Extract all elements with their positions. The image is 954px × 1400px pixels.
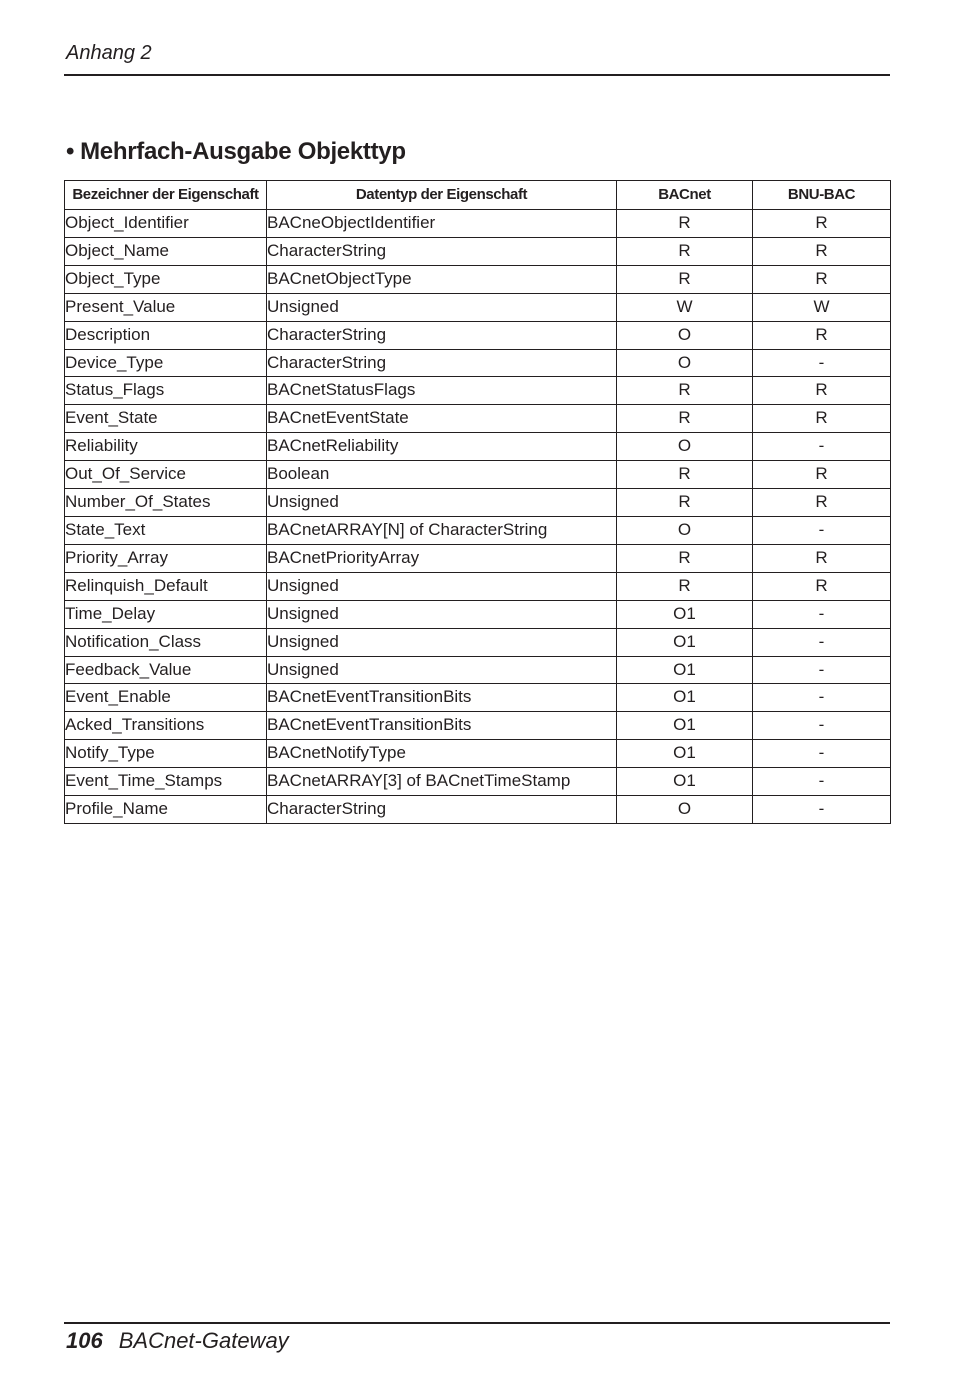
cell-bnu-bac: R bbox=[753, 572, 891, 600]
cell-bnu-bac: - bbox=[753, 349, 891, 377]
cell-property-name: Notification_Class bbox=[65, 628, 267, 656]
cell-bnu-bac: W bbox=[753, 293, 891, 321]
header-bnu-bac: BNU-BAC bbox=[753, 181, 891, 210]
cell-data-type: BACnetARRAY[N] of CharacterString bbox=[267, 516, 617, 544]
cell-data-type: CharacterString bbox=[267, 321, 617, 349]
page-footer bbox=[66, 1328, 289, 1354]
table-row bbox=[65, 489, 891, 517]
section-title bbox=[66, 138, 406, 166]
header-data-type: Datentyp der Eigenschaft bbox=[267, 181, 617, 210]
cell-property-name: Priority_Array bbox=[65, 544, 267, 572]
cell-property-name: Event_Enable bbox=[65, 684, 267, 712]
cell-bnu-bac: R bbox=[753, 544, 891, 572]
cell-bacnet: O1 bbox=[617, 628, 753, 656]
cell-property-name: Present_Value bbox=[65, 293, 267, 321]
cell-property-name: Event_State bbox=[65, 405, 267, 433]
cell-data-type: BACnetNotifyType bbox=[267, 740, 617, 768]
cell-bnu-bac: - bbox=[753, 628, 891, 656]
cell-bnu-bac: - bbox=[753, 656, 891, 684]
table-row bbox=[65, 405, 891, 433]
cell-bnu-bac: - bbox=[753, 600, 891, 628]
cell-data-type: BACnetEventState bbox=[267, 405, 617, 433]
cell-property-name: Acked_Transitions bbox=[65, 712, 267, 740]
table-row bbox=[65, 768, 891, 796]
cell-property-name: Status_Flags bbox=[65, 377, 267, 405]
cell-bacnet: R bbox=[617, 489, 753, 517]
cell-bacnet: W bbox=[617, 293, 753, 321]
table-row bbox=[65, 293, 891, 321]
cell-bacnet: O1 bbox=[617, 768, 753, 796]
cell-bacnet: R bbox=[617, 377, 753, 405]
cell-property-name: Device_Type bbox=[65, 349, 267, 377]
section-title-text: Mehrfach-Ausgabe Objekttyp bbox=[80, 138, 406, 165]
cell-bacnet: O bbox=[617, 349, 753, 377]
cell-data-type: Unsigned bbox=[267, 628, 617, 656]
cell-bnu-bac: R bbox=[753, 405, 891, 433]
table-row bbox=[65, 712, 891, 740]
cell-bnu-bac: - bbox=[753, 712, 891, 740]
header-bacnet: BACnet bbox=[617, 181, 753, 210]
cell-data-type: Unsigned bbox=[267, 572, 617, 600]
table-row bbox=[65, 265, 891, 293]
table-row bbox=[65, 796, 891, 824]
bullet: • bbox=[66, 138, 75, 165]
cell-bnu-bac: - bbox=[753, 433, 891, 461]
cell-bacnet: O bbox=[617, 433, 753, 461]
cell-bacnet: R bbox=[617, 405, 753, 433]
table-row bbox=[65, 349, 891, 377]
cell-data-type: BACnetARRAY[3] of BACnetTimeStamp bbox=[267, 768, 617, 796]
table-row bbox=[65, 544, 891, 572]
cell-bacnet: O1 bbox=[617, 656, 753, 684]
cell-bacnet: O bbox=[617, 516, 753, 544]
table-row bbox=[65, 684, 891, 712]
cell-bnu-bac: - bbox=[753, 684, 891, 712]
cell-bacnet: R bbox=[617, 265, 753, 293]
cell-bacnet: R bbox=[617, 237, 753, 265]
document-title: BACnet-Gateway bbox=[118, 1328, 289, 1353]
cell-data-type: Unsigned bbox=[267, 600, 617, 628]
cell-bacnet: O bbox=[617, 321, 753, 349]
table-row bbox=[65, 210, 891, 238]
table-row bbox=[65, 377, 891, 405]
cell-bnu-bac: R bbox=[753, 265, 891, 293]
footer-rule bbox=[64, 1322, 890, 1324]
cell-property-name: Profile_Name bbox=[65, 796, 267, 824]
cell-property-name: Notify_Type bbox=[65, 740, 267, 768]
cell-bnu-bac: - bbox=[753, 516, 891, 544]
table-row bbox=[65, 516, 891, 544]
cell-bacnet: R bbox=[617, 461, 753, 489]
table-row bbox=[65, 628, 891, 656]
table-row bbox=[65, 321, 891, 349]
cell-data-type: BACnetReliability bbox=[267, 433, 617, 461]
page-header: Anhang 2 bbox=[66, 42, 152, 64]
cell-bacnet: O bbox=[617, 796, 753, 824]
cell-property-name: Object_Type bbox=[65, 265, 267, 293]
cell-data-type: Unsigned bbox=[267, 489, 617, 517]
table-row bbox=[65, 433, 891, 461]
cell-data-type: BACnetStatusFlags bbox=[267, 377, 617, 405]
cell-data-type: Unsigned bbox=[267, 656, 617, 684]
table-row bbox=[65, 461, 891, 489]
cell-bacnet: R bbox=[617, 210, 753, 238]
cell-data-type: Unsigned bbox=[267, 293, 617, 321]
cell-bacnet: O1 bbox=[617, 600, 753, 628]
properties-table bbox=[64, 180, 891, 824]
cell-bacnet: O1 bbox=[617, 740, 753, 768]
cell-bnu-bac: R bbox=[753, 461, 891, 489]
cell-property-name: Feedback_Value bbox=[65, 656, 267, 684]
cell-bnu-bac: R bbox=[753, 321, 891, 349]
cell-property-name: Event_Time_Stamps bbox=[65, 768, 267, 796]
table-row bbox=[65, 740, 891, 768]
header-property-name: Bezeichner der Eigenschaft bbox=[65, 181, 267, 210]
cell-bnu-bac: - bbox=[753, 796, 891, 824]
table-row bbox=[65, 656, 891, 684]
cell-data-type: BACnetEventTransitionBits bbox=[267, 684, 617, 712]
cell-property-name: Number_Of_States bbox=[65, 489, 267, 517]
cell-data-type: BACnetObjectType bbox=[267, 265, 617, 293]
table-header-row bbox=[65, 181, 891, 210]
table-row bbox=[65, 572, 891, 600]
cell-property-name: Object_Name bbox=[65, 237, 267, 265]
cell-property-name: Reliability bbox=[65, 433, 267, 461]
header-rule bbox=[64, 74, 890, 76]
cell-bacnet: O1 bbox=[617, 684, 753, 712]
table-row bbox=[65, 600, 891, 628]
cell-property-name: Out_Of_Service bbox=[65, 461, 267, 489]
cell-property-name: Description bbox=[65, 321, 267, 349]
cell-bnu-bac: R bbox=[753, 489, 891, 517]
cell-data-type: CharacterString bbox=[267, 349, 617, 377]
cell-bnu-bac: - bbox=[753, 740, 891, 768]
cell-data-type: CharacterString bbox=[267, 237, 617, 265]
page-number: 106 bbox=[66, 1328, 103, 1353]
cell-data-type: BACnetPriorityArray bbox=[267, 544, 617, 572]
cell-bacnet: O1 bbox=[617, 712, 753, 740]
table-body bbox=[65, 210, 891, 824]
cell-bnu-bac: R bbox=[753, 377, 891, 405]
cell-bnu-bac: R bbox=[753, 210, 891, 238]
cell-bacnet: R bbox=[617, 572, 753, 600]
cell-bnu-bac: R bbox=[753, 237, 891, 265]
cell-data-type: BACneObjectIdentifier bbox=[267, 210, 617, 238]
table-row bbox=[65, 237, 891, 265]
cell-property-name: Time_Delay bbox=[65, 600, 267, 628]
cell-bnu-bac: - bbox=[753, 768, 891, 796]
cell-bacnet: R bbox=[617, 544, 753, 572]
cell-data-type: Boolean bbox=[267, 461, 617, 489]
cell-data-type: BACnetEventTransitionBits bbox=[267, 712, 617, 740]
cell-property-name: State_Text bbox=[65, 516, 267, 544]
cell-property-name: Object_Identifier bbox=[65, 210, 267, 238]
cell-data-type: CharacterString bbox=[267, 796, 617, 824]
cell-property-name: Relinquish_Default bbox=[65, 572, 267, 600]
